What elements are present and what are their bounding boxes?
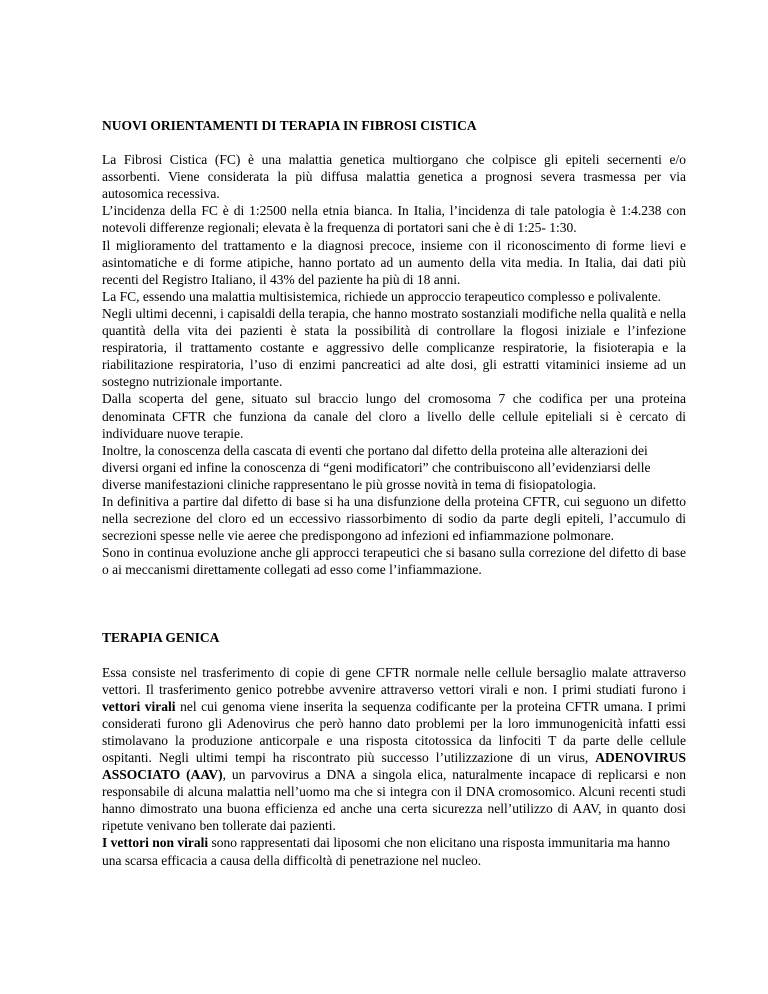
paragraph-cftr-dysfunction: In definitiva a partire dal difetto di base si ha una disfunzione della proteina CFTR, cui seguono un difetto nella secrezione del cloro ed un eccessivo riassorbimento di sodio da parte degli epiteli, l’accumulo di secrezioni spesse nelle vie aeree che predispongono ad infezioni ed infiammazione polmonare.: [102, 493, 686, 544]
paragraph-multisystemic: La FC, essendo una malattia multisistemica, richiede un approccio terapeutico complesso e polivalente.: [102, 288, 661, 304]
paragraph-fc-incidence: L’incidenza della FC è di 1:2500 nella etnia bianca. In Italia, l’incidenza di tale patologia è 1:4.238 con notevoli differenze regionali; elevata è la frequenza di portatori sani che è di 1:25- 1:30.: [102, 203, 686, 236]
gene-therapy-text-2: nel cui genoma viene inserita la sequenza codificante per la proteina CFTR umana. I primi considerati furono gli Adenovirus che però hanno dato problemi per la loro immunogenicità infatti essi stimolavano la produzione anticorpale e una risposta citotossica da linfociti T da parte delle cellule ospitanti. Negli ultimi tempi ha riscontrato più successo l’utilizzazione di un virus,: [102, 698, 686, 765]
non-viral-vectors-term: I vettori non virali: [102, 835, 209, 851]
paragraph-fc-definition: La Fibrosi Cistica (FC) è una malattia genetica multiorgano che colpisce gli epiteli secernenti e/o assorbenti. Viene considerata la più diffusa malattia genetica a prognosi severa trasmessa per via autosomica recessiva.: [102, 152, 686, 202]
paragraph-modifier-genes: Inoltre, la conoscenza della cascata di eventi che portano dal difetto della proteina alle alterazioni dei diversi organi ed infine la conoscenza di “geni modificatori” che contribuiscono all’evidenziarsi delle diverse manifestazioni cliniche rappresentano le più grosse novità in tema di fisiopatologia.: [102, 442, 651, 492]
aav-term: ADENOVIRUS ASSOCIATO (AAV): [102, 750, 686, 783]
section-title-nuovi-orientamenti: NUOVI ORIENTAMENTI DI TERAPIA IN FIBROSI CISTICA: [102, 118, 477, 133]
viral-vectors-term: vettori virali: [102, 698, 176, 714]
paragraph-non-viral-vectors: [102, 834, 686, 868]
gene-therapy-text-3: , un parvovirus a DNA a singola elica, naturalmente incapace di replicarsi e non responsabile di alcuna malattia nell’uomo ma che si integra con il DNA cromosomico. Alcuni recenti studi hanno dimostrato una buona efficienza ed anche una certa sicurezza nell’utilizzo di AAV, in quanto dosi ripetute venivano ben tollerate dai pazienti.: [102, 767, 686, 834]
section-spacer: [102, 578, 686, 629]
section-title-terapia-genica: TERAPIA GENICA: [102, 630, 220, 646]
paragraph-therapy-cornerstones: Negli ultimi decenni, i capisaldi della terapia, che hanno mostrato sostanziali modifiche nella qualità e nella quantità della vita dei pazienti è stata la possibilità di controllare la flogosi iniziale e l’infezione respiratoria, il trattamento costante e aggressivo delle complicanze respiratorie, la fisioterapia e la riabilitazione respiratoria, l’uso di enzimi pancreatici ad alte dosi, gli estratti vitaminici insieme ad un sostegno nutrizionale importante.: [102, 305, 686, 390]
paragraph-gene-discovery: Dalla scoperta del gene, situato sul braccio lungo del cromosoma 7 che codifica per una proteina denominata CFTR che funziona da canale del cloro a livello delle cellule epiteliali si è cercato di individuare nuove terapie.: [102, 391, 686, 441]
non-viral-vectors-text: sono rappresentati dai liposomi che non elicitano una risposta immunitaria ma hanno una scarsa efficacia a causa della difficoltà di penetrazione nel nucleo.: [102, 835, 671, 868]
paragraph-therapeutic-approaches: Sono in continua evoluzione anche gli approcci terapeutici che si basano sulla correzione del difetto di base o ai meccanismi direttamente collegati ad esso come l’infiammazione.: [102, 545, 686, 578]
paragraph-gene-therapy: [102, 664, 686, 835]
paragraph-treatment-improvement: Il miglioramento del trattamento e la diagnosi precoce, insieme con il riconoscimento di forme lievi e asintomatiche e di forme atipiche, hanno portato ad un aumento della vita media. In Italia, dai dati più recenti del Registro Italiano, il 43% del paziente ha più di 18 anni.: [102, 237, 686, 287]
gene-therapy-text-1: Essa consiste nel trasferimento di copie di gene CFTR normale nelle cellule bersaglio malate attraverso vettori. Il trasferimento genico potrebbe avvenire attraverso vettori virali e non. I primi studiati furono i: [102, 664, 686, 697]
